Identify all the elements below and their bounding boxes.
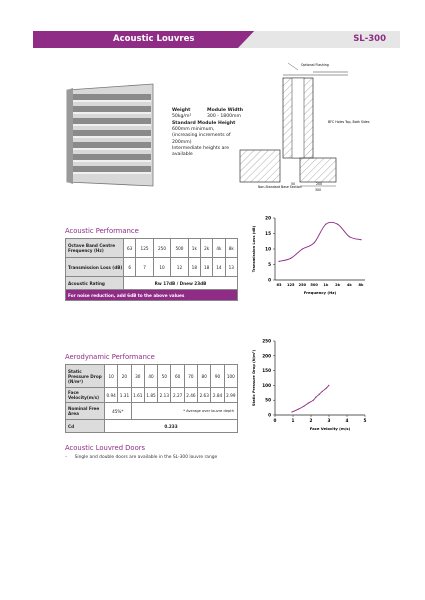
table-row bbox=[66, 290, 238, 301]
header-banner bbox=[33, 31, 400, 48]
fv-cell: 1.85 bbox=[144, 388, 157, 403]
data-point bbox=[308, 403, 309, 404]
doors-bullet bbox=[65, 455, 217, 460]
x-tick-label: 1k bbox=[323, 283, 329, 287]
acoustic-chart bbox=[247, 212, 377, 302]
x-tick-label: 63 bbox=[276, 283, 282, 287]
louvre-blades bbox=[73, 94, 151, 174]
sp-cell: 30 bbox=[131, 365, 144, 388]
y-tick-label: 20 bbox=[265, 215, 271, 221]
y-tick-label: 250 bbox=[262, 338, 271, 344]
data-point bbox=[291, 411, 292, 412]
data-point bbox=[303, 406, 304, 407]
louvre-product-image bbox=[55, 82, 165, 192]
y-tick-label: 0 bbox=[268, 277, 271, 283]
weight-value: 50kg/m² bbox=[172, 114, 192, 120]
module-height-label: Standard Module Height bbox=[172, 121, 236, 126]
fv-cell: 1.61 bbox=[131, 388, 144, 403]
data-point bbox=[360, 239, 361, 240]
data-point bbox=[349, 236, 350, 237]
x-tick-label: 2k bbox=[335, 283, 341, 287]
data-point bbox=[290, 258, 291, 259]
data-point bbox=[337, 224, 338, 225]
y-tick-label: 100 bbox=[262, 382, 271, 388]
nfa-value: 45%* bbox=[105, 403, 132, 420]
sp-cell: 100 bbox=[224, 365, 237, 388]
y-axis-label: Static Pressure Drop (N/m²) bbox=[252, 349, 256, 407]
optional-flashing-label: Optional Flashing bbox=[301, 63, 329, 67]
freq-cell: 250 bbox=[153, 239, 170, 258]
module-height-line: 200mm) bbox=[172, 139, 192, 145]
fv-cell: 2.84 bbox=[211, 388, 224, 403]
freq-cell: 8k bbox=[225, 239, 237, 258]
tl-cell: 14 bbox=[213, 258, 225, 277]
freq-cell: 2k bbox=[201, 239, 213, 258]
acoustic-table bbox=[65, 238, 238, 301]
nfa-label: Nominal Free Area bbox=[66, 403, 105, 420]
y-tick-label: 15 bbox=[265, 231, 271, 236]
nfa-note: * Average over louvre depth bbox=[131, 403, 237, 420]
fv-cell: 2.13 bbox=[158, 388, 171, 403]
aero-chart bbox=[247, 335, 377, 435]
freq-cell: 125 bbox=[136, 239, 153, 258]
pressure-line bbox=[292, 385, 329, 412]
product-code: SL-300 bbox=[353, 34, 386, 44]
table-row bbox=[66, 420, 238, 433]
weight-label: Weight bbox=[172, 108, 191, 113]
cd-value: 0.233 bbox=[105, 420, 238, 433]
fv-cell: 2.46 bbox=[184, 388, 197, 403]
x-tick-label: 4 bbox=[345, 418, 349, 423]
data-point bbox=[298, 408, 299, 409]
dimension-300: 300 bbox=[315, 188, 322, 192]
freq-cell: 1k bbox=[188, 239, 200, 258]
data-point bbox=[328, 385, 329, 386]
x-tick-label: 125 bbox=[286, 283, 295, 287]
data-point bbox=[319, 394, 320, 395]
noise-reduction-note: For noise reduction, add 6dB to the above values bbox=[66, 290, 238, 301]
tl-cell: 12 bbox=[171, 258, 188, 277]
data-point bbox=[326, 388, 327, 389]
y-tick-label: 5 bbox=[268, 262, 271, 267]
data-point bbox=[314, 242, 315, 243]
data-point bbox=[313, 400, 314, 401]
tl-cell: 10 bbox=[153, 258, 170, 277]
aero-heading: Aerodynamic Performance bbox=[65, 353, 155, 361]
page-title: Acoustic Louvres bbox=[113, 34, 195, 44]
y-tick-label: 150 bbox=[262, 368, 271, 374]
tl-cell: 13 bbox=[225, 258, 237, 277]
x-tick-label: 2 bbox=[309, 418, 313, 423]
tl-cell: 18 bbox=[201, 258, 213, 277]
table-row bbox=[66, 365, 238, 388]
y-tick-label: 10 bbox=[265, 246, 271, 252]
x-axis-label: Face Velocity (m/s) bbox=[309, 426, 351, 431]
data-point bbox=[278, 261, 279, 262]
module-width-value: 300 - 1800mm bbox=[207, 114, 241, 120]
data-point bbox=[315, 397, 316, 398]
weight-block bbox=[172, 108, 191, 120]
sp-cell: 90 bbox=[211, 365, 224, 388]
sp-cell: 20 bbox=[118, 365, 131, 388]
bullet-icon: – bbox=[65, 455, 68, 460]
x-tick-label: 0 bbox=[273, 418, 277, 423]
rating-label: Acoustic Rating bbox=[66, 277, 124, 290]
x-tick-label: 250 bbox=[298, 283, 307, 287]
tl-label: Transmission Loss (dB) bbox=[66, 258, 124, 277]
aero-table bbox=[65, 364, 238, 433]
freq-cell: 63 bbox=[124, 239, 136, 258]
x-tick-label: 5 bbox=[363, 418, 367, 423]
data-point bbox=[325, 224, 326, 225]
x-tick-label: 500 bbox=[310, 283, 318, 287]
doors-bullet-text: Single and double doors are available in the SL-300 louvre range bbox=[74, 455, 218, 460]
y-axis-label: Transmission Loss (dB) bbox=[252, 225, 256, 273]
doors-heading: Acoustic Louvred Doors bbox=[65, 444, 146, 452]
bfc-holes-label: BFC Holes Top, Both Sides bbox=[328, 120, 370, 124]
sp-cell: 50 bbox=[158, 365, 171, 388]
sp-cell: 10 bbox=[105, 365, 118, 388]
dimension-200: 200 bbox=[316, 182, 323, 186]
freq-cell: 500 bbox=[171, 239, 188, 258]
dimension-50: 50 bbox=[291, 182, 296, 186]
tl-cell: 7 bbox=[136, 258, 153, 277]
sp-cell: 70 bbox=[184, 365, 197, 388]
module-height-line: 600mm minimum, bbox=[172, 127, 215, 133]
rating-value: Rw 17dB / Dnew 23dB bbox=[124, 277, 238, 290]
non-standard-base-label: Non-Standard Base Section bbox=[258, 185, 302, 189]
x-tick-label: 3 bbox=[327, 418, 331, 423]
sp-cell: 60 bbox=[171, 365, 184, 388]
sp-cell: 80 bbox=[198, 365, 211, 388]
tl-cell: 18 bbox=[188, 258, 200, 277]
module-width-label: Module Width bbox=[207, 108, 243, 113]
fv-cell: 1.31 bbox=[118, 388, 131, 403]
y-tick-label: 50 bbox=[265, 397, 271, 403]
y-tick-label: 200 bbox=[262, 353, 271, 359]
fv-cell: 2.99 bbox=[224, 388, 237, 403]
cd-label: Cd bbox=[66, 420, 105, 433]
x-axis-label: Frequency (Hz) bbox=[303, 290, 337, 295]
table-row bbox=[66, 277, 238, 290]
tl-cell: 6 bbox=[124, 258, 136, 277]
data-point bbox=[322, 391, 323, 392]
y-tick-label: 0 bbox=[268, 412, 271, 418]
freq-label: Octave Band Centre Frequency (Hz) bbox=[66, 239, 124, 258]
section-drawing bbox=[238, 60, 378, 200]
acoustic-heading: Acoustic Performance bbox=[65, 227, 139, 235]
table-row bbox=[66, 388, 238, 403]
freq-cell: 4k bbox=[213, 239, 225, 258]
tl-line bbox=[279, 222, 361, 261]
fv-cell: 0.94 bbox=[105, 388, 118, 403]
table-row bbox=[66, 258, 238, 277]
sp-label: Static Pressure Drop (N/m²) bbox=[66, 365, 105, 388]
sp-cell: 40 bbox=[144, 365, 157, 388]
module-height-line: (increasing increments of bbox=[172, 133, 231, 139]
module-height-line: available bbox=[172, 152, 193, 158]
data-point bbox=[302, 248, 303, 249]
x-tick-label: 8k bbox=[358, 283, 364, 287]
fv-cell: 2.27 bbox=[171, 388, 184, 403]
table-row bbox=[66, 403, 238, 420]
x-tick-label: 1 bbox=[291, 418, 295, 423]
module-height-line: Intermediate heights are bbox=[172, 145, 230, 151]
table-row bbox=[66, 239, 238, 258]
fv-cell: 2.63 bbox=[198, 388, 211, 403]
x-tick-label: 4k bbox=[346, 283, 352, 287]
fv-label: Face Velocity(m/s) bbox=[66, 388, 105, 403]
